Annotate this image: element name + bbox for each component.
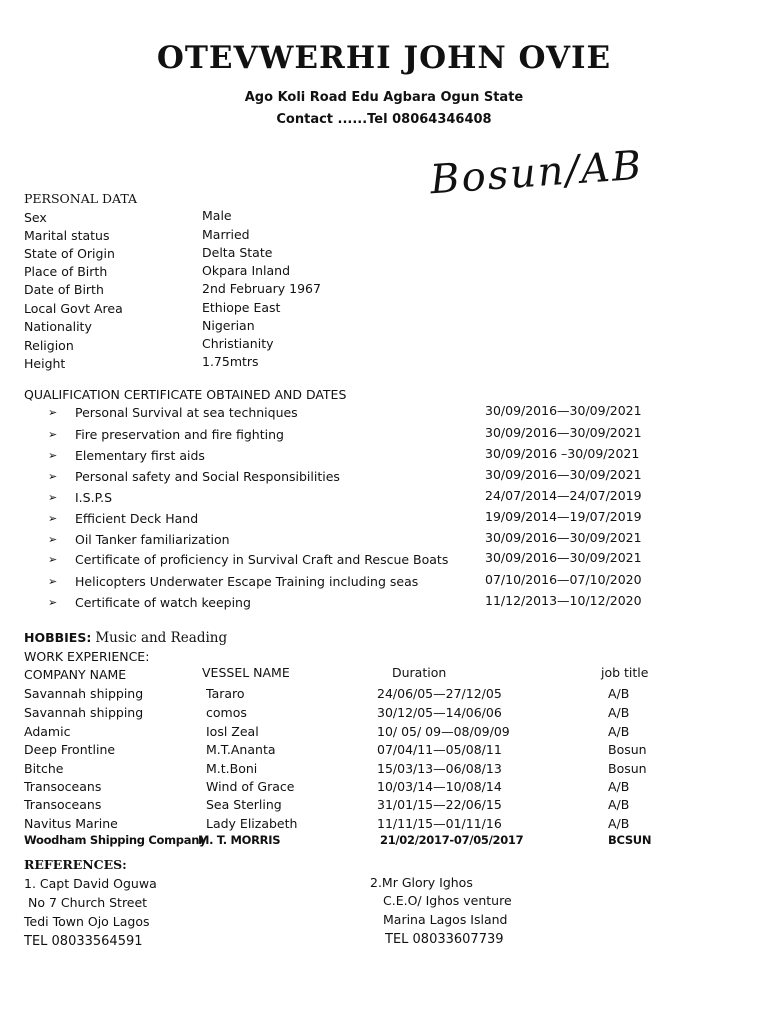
qualification-dates: 24/07/2014—24/07/2019 — [485, 488, 642, 503]
hobbies-value: Music and Reading — [95, 630, 228, 646]
qualification-dates: 30/09/2016—30/09/2021 — [485, 530, 642, 545]
qualification-name: Fire preservation and fire fighting — [75, 427, 284, 442]
personal-label: Marital status — [24, 228, 110, 243]
personal-label: Date of Birth — [24, 282, 104, 297]
work-col-vessel: VESSEL NAME — [202, 665, 290, 680]
qualification-dates: 30/09/2016—30/09/2021 — [485, 403, 642, 418]
handwritten-annotation: Bosun/AB — [428, 142, 645, 204]
work-experience-heading: WORK EXPERIENCE: — [24, 649, 150, 664]
ref1-town: Tedi Town Ojo Lagos — [24, 914, 150, 929]
work-vessel: Iosl Zeal — [206, 724, 259, 739]
work-vessel: comos — [206, 705, 247, 720]
personal-label: Local Govt Area — [24, 301, 123, 316]
personal-value: Ethiope East — [202, 300, 281, 315]
qualifications-heading: QUALIFICATION CERTIFICATE OBTAINED AND DATES — [24, 387, 347, 402]
bullet-icon: ➢ — [48, 449, 58, 462]
personal-label: Height — [24, 356, 66, 371]
work-vessel: M.T.Ananta — [206, 742, 276, 757]
work-col-duration: Duration — [392, 665, 447, 680]
bullet-icon: ➢ — [48, 512, 58, 525]
hobbies-label: HOBBIES: — [24, 630, 92, 645]
personal-value: 1.75mtrs — [202, 354, 259, 369]
personal-label: Nationality — [24, 319, 92, 334]
qualification-name: Elementary first aids — [75, 448, 205, 463]
work-company: Savannah shipping — [24, 705, 144, 720]
work-company: Deep Frontline — [24, 742, 116, 757]
personal-value: Married — [202, 227, 250, 242]
qualification-name: Personal safety and Social Responsibilities — [75, 469, 340, 484]
work-duration: 10/03/14—10/08/14 — [377, 779, 502, 794]
work-duration: 30/12/05—14/06/06 — [377, 705, 502, 720]
personal-value: Delta State — [202, 245, 273, 260]
qualification-name: Certificate of watch keeping — [75, 595, 251, 610]
work-vessel: Tararo — [206, 686, 245, 701]
work-col-company: COMPANY NAME — [24, 667, 127, 682]
contact-line: Contact ......Tel 08064346408 — [276, 112, 492, 127]
work-jobtitle: A/B — [608, 705, 630, 720]
personal-value: Male — [202, 208, 232, 223]
work-duration: 10/ 05/ 09—08/09/09 — [377, 724, 510, 739]
qualification-name: Personal Survival at sea techniques — [75, 405, 298, 420]
work-company: Woodham Shipping Company — [24, 833, 207, 847]
qualification-dates: 30/09/2016—30/09/2021 — [485, 550, 642, 565]
bullet-icon: ➢ — [48, 533, 58, 546]
work-duration: 07/04/11—05/08/11 — [377, 742, 502, 757]
bullet-icon: ➢ — [48, 406, 58, 419]
qualification-name: Oil Tanker familiarization — [75, 532, 230, 547]
work-col-jobtitle: job title — [601, 665, 649, 680]
work-jobtitle: BCSUN — [608, 833, 652, 847]
address-line: Ago Koli Road Edu Agbara Ogun State — [244, 90, 524, 105]
ref1-tel: TEL 08033564591 — [24, 934, 143, 949]
work-company: Transoceans — [24, 797, 102, 812]
work-duration: 15/03/13—06/08/13 — [377, 761, 502, 776]
ref2-title: C.E.O/ Ighos venture — [383, 893, 512, 908]
work-company: Transoceans — [24, 779, 102, 794]
hobbies-line — [24, 630, 227, 646]
qualification-name: I.S.P.S — [75, 490, 113, 505]
work-duration: 24/06/05—27/12/05 — [377, 686, 502, 701]
work-company: Bitche — [24, 761, 64, 776]
qualification-name: Efficient Deck Hand — [75, 511, 199, 526]
work-company: Adamic — [24, 724, 71, 739]
personal-label: Place of Birth — [24, 264, 108, 279]
bullet-icon: ➢ — [48, 491, 58, 504]
work-company: Navitus Marine — [24, 816, 118, 831]
work-vessel: M. T. MORRIS — [198, 833, 281, 847]
work-jobtitle: A/B — [608, 779, 630, 794]
ref2-tel: TEL 08033607739 — [385, 932, 504, 947]
ref1-street: No 7 Church Street — [28, 895, 148, 910]
bullet-icon: ➢ — [48, 470, 58, 483]
bullet-icon: ➢ — [48, 575, 58, 588]
work-duration: 21/02/2017-07/05/2017 — [380, 833, 524, 847]
work-vessel: M.t.Boni — [206, 761, 258, 776]
work-company: Savannah shipping — [24, 686, 144, 701]
work-jobtitle: A/B — [608, 797, 630, 812]
personal-label: State of Origin — [24, 246, 115, 261]
references-heading: REFERENCES: — [24, 857, 127, 872]
work-duration: 11/11/15—01/11/16 — [377, 816, 502, 831]
work-jobtitle: A/B — [608, 816, 630, 831]
work-vessel: Sea Sterling — [206, 797, 282, 812]
work-jobtitle: Bosun — [608, 742, 647, 757]
ref2-name: 2.Mr Glory Ighos — [370, 875, 473, 890]
qualification-dates: 30/09/2016 –30/09/2021 — [485, 446, 640, 461]
qualification-dates: 19/09/2014—19/07/2019 — [485, 509, 642, 524]
personal-value: Okpara Inland — [202, 263, 291, 278]
bullet-icon: ➢ — [48, 428, 58, 441]
ref2-location: Marina Lagos Island — [383, 912, 508, 927]
personal-value: Christianity — [202, 336, 274, 351]
personal-label: Religion — [24, 338, 74, 353]
work-vessel: Wind of Grace — [206, 779, 295, 794]
work-vessel: Lady Elizabeth — [206, 816, 298, 831]
work-jobtitle: Bosun — [608, 761, 647, 776]
qualification-dates: 07/10/2016—07/10/2020 — [485, 572, 642, 587]
qualification-name: Certificate of proficiency in Survival Craft and Rescue Boats — [75, 552, 449, 567]
work-jobtitle: A/B — [608, 724, 630, 739]
qualification-dates: 30/09/2016—30/09/2021 — [485, 467, 642, 482]
qualification-dates: 30/09/2016—30/09/2021 — [485, 425, 642, 440]
personal-value: Nigerian — [202, 318, 255, 333]
ref1-name: 1. Capt David Oguwa — [24, 876, 157, 891]
qualification-name: Helicopters Underwater Escape Training including seas — [75, 574, 419, 589]
qualification-dates: 11/12/2013—10/12/2020 — [485, 593, 642, 608]
bullet-icon: ➢ — [48, 596, 58, 609]
bullet-icon: ➢ — [48, 553, 58, 566]
personal-label: Sex — [24, 210, 47, 225]
cv-name-title: OTEVWERHI JOHN OVIE — [156, 40, 612, 76]
personal-value: 2nd February 1967 — [202, 281, 321, 296]
personal-data-heading: PERSONAL DATA — [24, 191, 138, 206]
work-duration: 31/01/15—22/06/15 — [377, 797, 502, 812]
work-jobtitle: A/B — [608, 686, 630, 701]
